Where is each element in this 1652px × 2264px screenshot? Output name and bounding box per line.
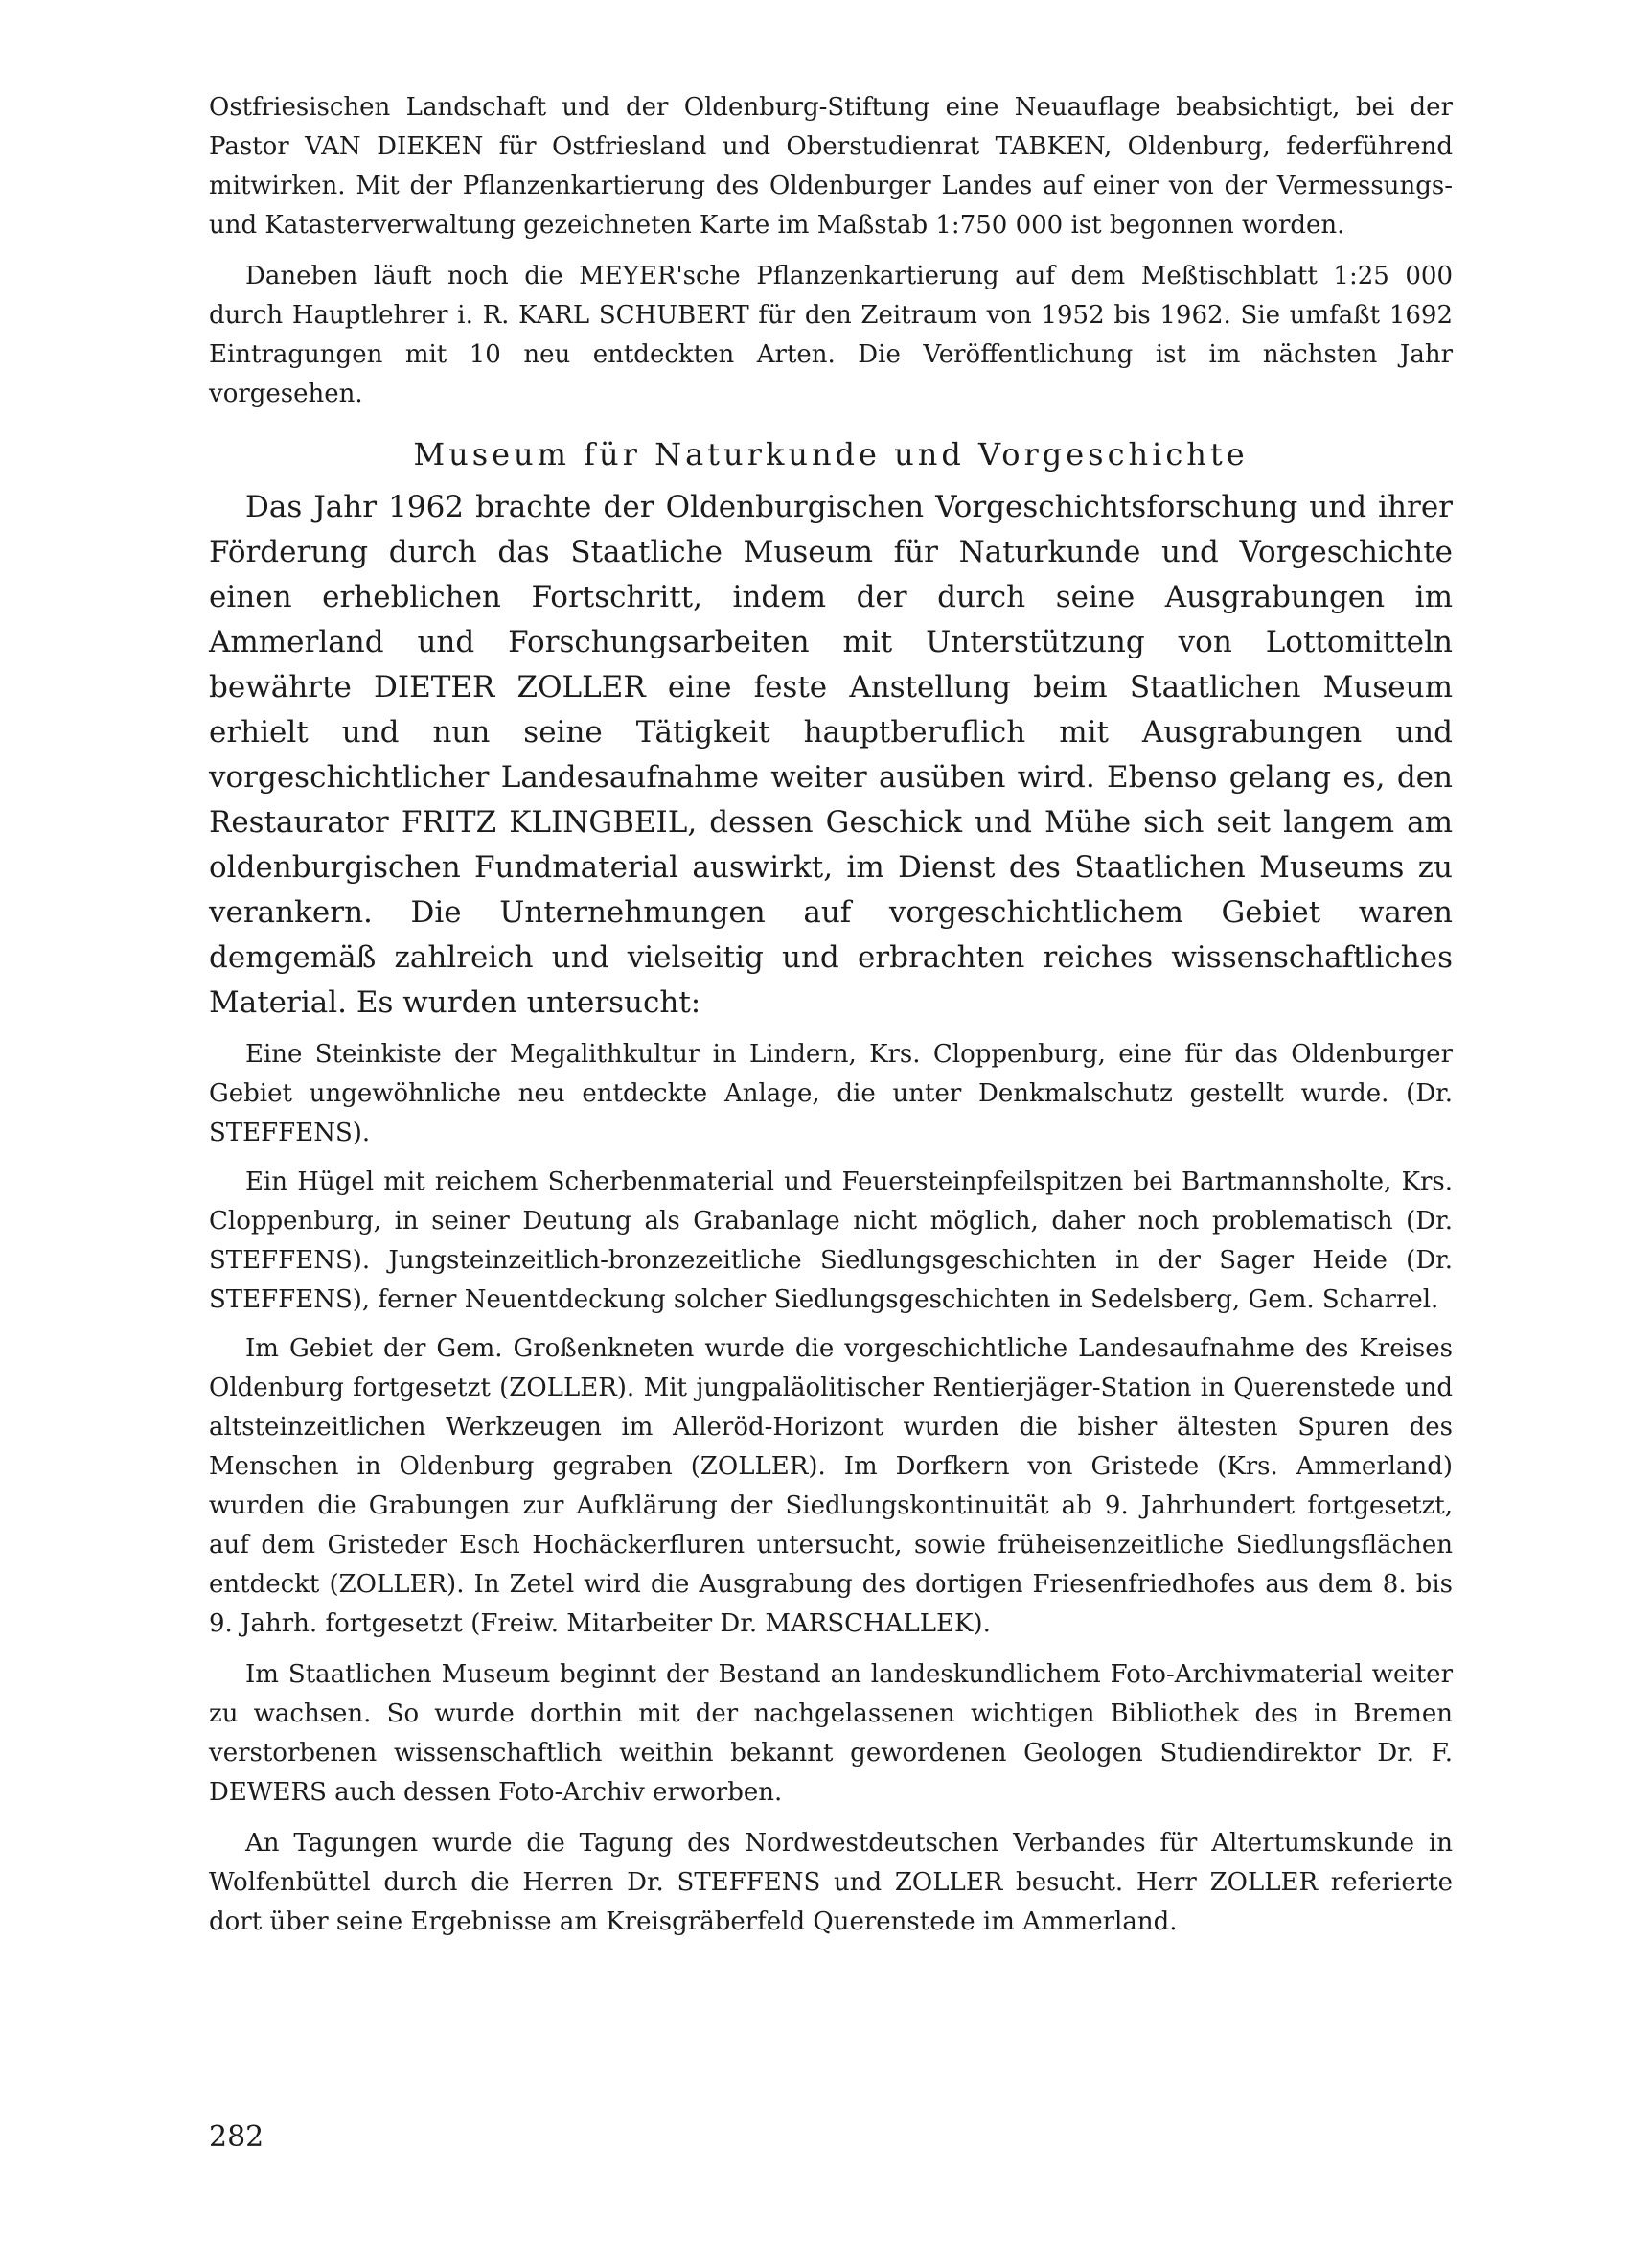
finding-paragraph-1: Eine Steinkiste der Megalithkultur in Lindern, Krs. Cloppenburg, eine für das Oldenburger Gebiet ungewöhnliche neu entdeckte Anlage, die unter Denkmalschutz gestellt wurde. (Dr. STEFFENS). [209, 1040, 1453, 1147]
document-page [209, 88, 1453, 1942]
intro-paragraph-2: Daneben läuft noch die MEYER'sche Pflanzenkartierung auf dem Meßtischblatt 1:25 000 durch Hauptlehrer i. R. KARL SCHUBERT für den Zeitraum von 1952 bis 1962. Sie umfaßt 1692 Eintragungen mit 10 neu entdeckten Arten. Die Veröffentlichung ist im nächsten Jahr vorgesehen. [209, 262, 1453, 408]
intro-paragraph-1: Ostfriesischen Landschaft und der Oldenburg-Stiftung eine Neuauflage beabsichtigt, bei der Pastor VAN DIEKEN für Ostfriesland und Oberstudienrat TABKEN, Oldenburg, federführend mitwirken. Mit der Pflanzenkartierung des Oldenburger Landes auf einer von der Vermessungs- und Katasterverwaltung gezeichneten Karte im Maßstab 1:750 000 ist begonnen worden. [209, 93, 1453, 240]
finding-paragraph-3: Im Gebiet der Gem. Großenkneten wurde die vorgeschichtliche Landesaufnahme des Kreises Oldenburg fortgesetzt (ZOLLER). Mit jungpaläolitischer Rentierjäger-Station in Querenstede und altsteinzeitlichen Werkzeugen im Alleröd-Horizont wurden die bisher ältesten Spuren des Menschen in Oldenburg gegraben (ZOLLER). Im Dorfkern von Gristede (Krs. Ammerland) wurden die Grabungen zur Aufklärung der Siedlungskontinuität ab 9. Jahrhundert fortgesetzt, auf dem Gristeder Esch Hochäckerfluren untersucht, sowie früheisenzeitliche Siedlungsflächen entdeckt (ZOLLER). In Zetel wird die Ausgrabung des dortigen Friesenfriedhofes aus dem 8. bis 9. Jahrh. fortgesetzt (Freiw. Mitarbeiter Dr. MARSCHALLEK). [209, 1334, 1453, 1638]
finding-paragraph-2: Ein Hügel mit reichem Scherbenmaterial und Feuersteinpfeilspitzen bei Bartmannsholte, Krs. Cloppenburg, in seiner Deutung als Grabanlage nicht möglich, daher noch problematisch (Dr. STEFFENS). Jungsteinzeitlich-bronzezeitliche Siedlungsgeschichten in der Sager Heide (Dr. STEFFENS), ferner Neuentdeckung solcher Siedlungsgeschichten in Sedelsberg, Gem. Scharrel. [209, 1167, 1453, 1314]
conference-paragraph: An Tagungen wurde die Tagung des Nordwestdeutschen Verbandes für Altertumskunde in Wolfenbüttel durch die Herren Dr. STEFFENS und ZOLLER besucht. Herr ZOLLER referierte dort über seine Ergebnisse am Kreisgräberfeld Querenstede im Ammerland. [209, 1829, 1453, 1936]
page-number: 282 [209, 2120, 264, 2154]
section-heading: Museum für Naturkunde und Vorgeschichte [413, 436, 1249, 473]
museum-paragraph: Das Jahr 1962 brachte der Oldenburgischen Vorgeschichtsforschung und ihrer Förderung durch das Staatliche Museum für Naturkunde und Vorgeschichte einen erheblichen Fortschritt, indem der durch seine Ausgrabungen im Ammerland und Forschungsarbeiten mit Unterstützung von Lottomitteln bewährte DIETER ZOLLER eine feste Anstellung beim Staatlichen Museum erhielt und nun seine Tätigkeit hauptberuflich mit Ausgrabungen und vorgeschichtlicher Landesaufnahme weiter ausüben wird. Ebenso gelang es, den Restaurator FRITZ KLINGBEIL, dessen Geschick und Mühe sich seit langem am oldenburgischen Fundmaterial auswirkt, im Dienst des Staatlichen Museums zu verankern. Die Unternehmungen auf vorgeschichtlichem Gebiet waren demgemäß zahlreich und vielseitig und erbrachten reiches wissenschaftliches Material. Es wurden untersucht: [209, 490, 1453, 1020]
archive-paragraph: Im Staatlichen Museum beginnt der Bestand an landeskundlichem Foto-Archivmaterial weiter zu wachsen. So wurde dorthin mit der nachgelassenen wichtigen Bibliothek des in Bremen verstorbenen wissenschaftlich weithin bekannt gewordenen Geologen Studiendirektor Dr. F. DEWERS auch dessen Foto-Archiv erworben. [209, 1660, 1453, 1807]
